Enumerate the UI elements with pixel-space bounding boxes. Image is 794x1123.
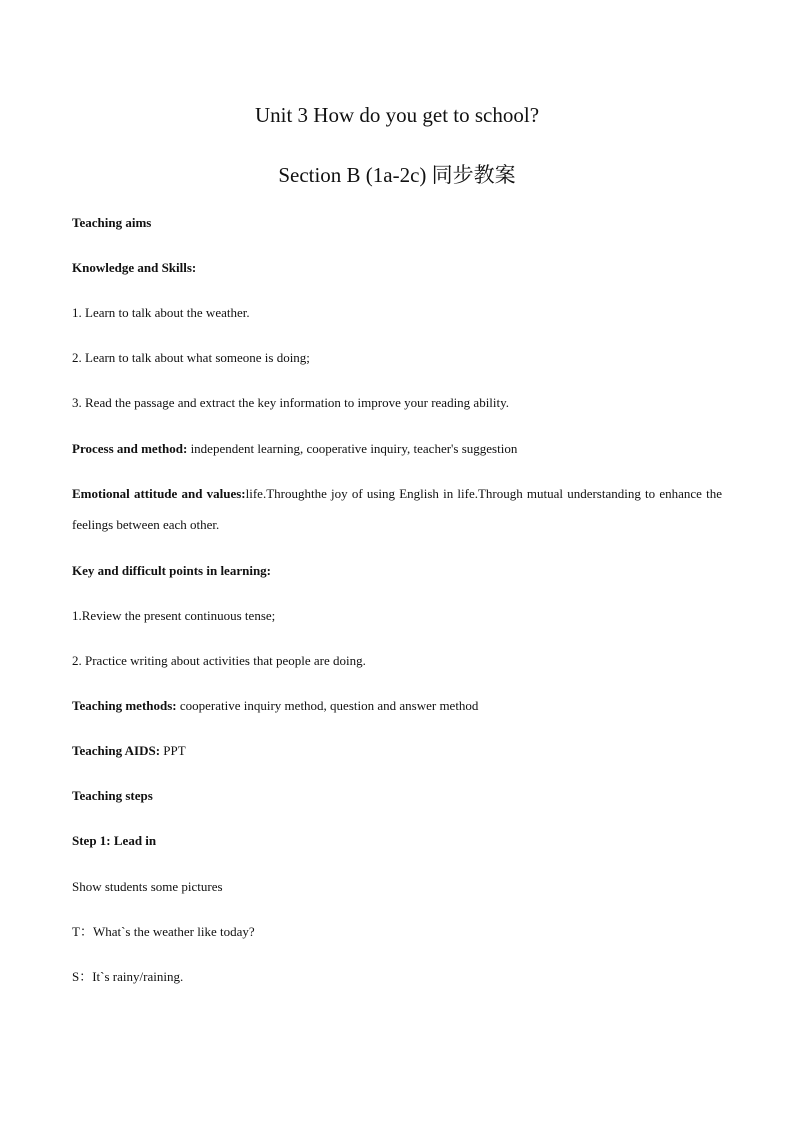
emotional-values-text: life.Throughthe joy of using English in life.Through mutual understanding to enhance the feelings between each other.: [72, 486, 722, 532]
teaching-steps-heading: Teaching steps: [72, 788, 153, 803]
teaching-methods-text: cooperative inquiry method, question and answer method: [176, 698, 479, 713]
teaching-aids-line: [72, 743, 722, 759]
emotional-values-paragraph: [72, 478, 722, 540]
knowledge-heading: Knowledge and Skills:: [72, 260, 197, 275]
key-point-item: 2. Practice writing about activities that people are doing.: [72, 653, 366, 668]
step1-line: S：It`s rainy/raining.: [72, 969, 184, 984]
knowledge-item: 3. Read the passage and extract the key information to improve your reading ability.: [72, 395, 510, 410]
process-method-text: independent learning, cooperative inquiry, teacher's suggestion: [187, 441, 518, 456]
key-points-heading: Key and difficult points in learning:: [72, 563, 271, 578]
knowledge-item: 1. Learn to talk about the weather.: [72, 305, 250, 320]
teaching-aids-text: PPT: [160, 743, 186, 758]
teaching-methods-label: Teaching methods:: [72, 698, 177, 713]
teaching-aims-heading: Teaching aims: [72, 215, 152, 230]
knowledge-item: 2. Learn to talk about what someone is doing;: [72, 350, 310, 365]
teaching-aids-label: Teaching AIDS:: [72, 743, 161, 758]
step1-heading: Step 1: Lead in: [72, 833, 157, 848]
key-point-item: 1.Review the present continuous tense;: [72, 608, 276, 623]
process-method-label: Process and method:: [72, 441, 188, 456]
teaching-methods-line: [72, 698, 722, 714]
document-title: Unit 3 How do you get to school?: [254, 103, 540, 127]
document-subtitle: Section B (1a-2c) 同步教案: [278, 163, 516, 187]
step1-line: Show students some pictures: [72, 879, 223, 894]
process-method-line: [72, 441, 722, 457]
step1-line: T：What`s the weather like today?: [72, 924, 255, 939]
emotional-values-label: Emotional attitude and values:: [72, 486, 246, 501]
